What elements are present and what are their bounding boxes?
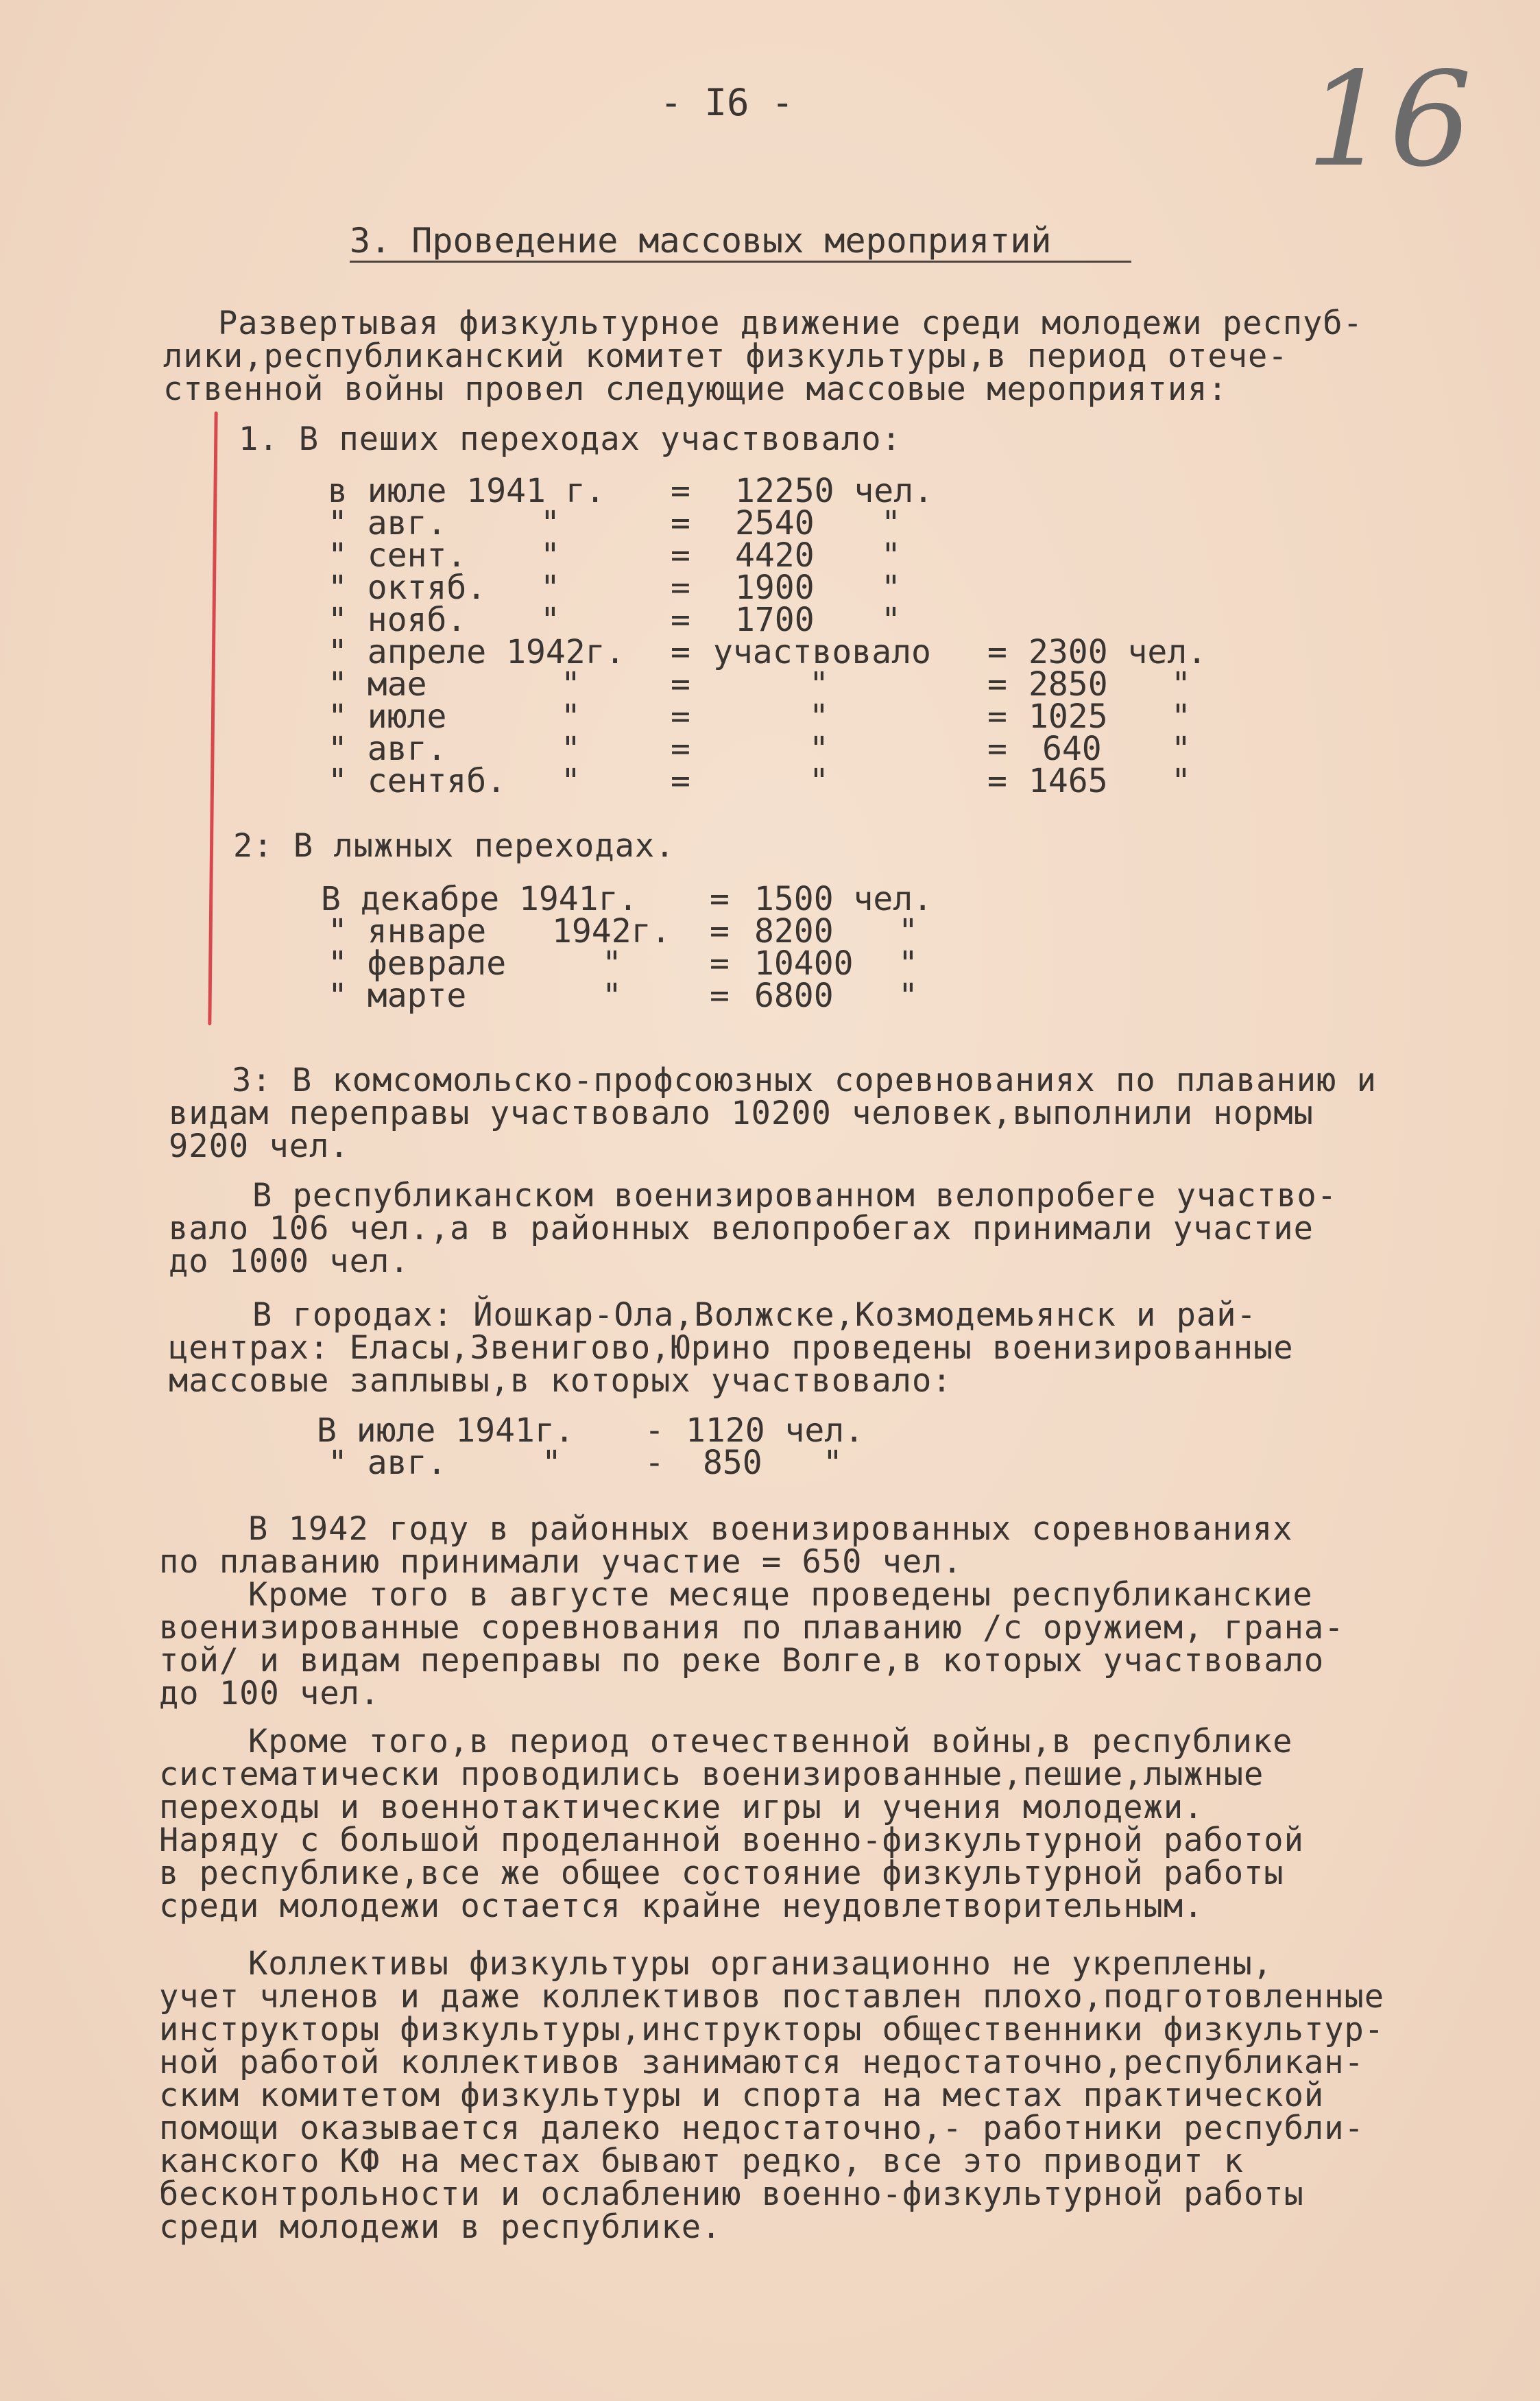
p1942-line-1: В 1942 году в районных военизированных соревнованиях: [248, 1510, 1293, 1548]
item1-1942-row-1-month: " мае: [328, 665, 427, 704]
item3-line-3: 9200 чел.: [169, 1127, 350, 1165]
item1-row-0-eq: =: [671, 472, 690, 510]
item2-row-2-ditto: ": [602, 944, 622, 983]
item2-row-1-value: 8200: [754, 912, 834, 951]
item1-1942-row-1-eq1: =: [671, 665, 690, 704]
collectives-line-7: канского КФ на местах бывают редко, все это приводит к: [159, 2142, 1244, 2180]
item1-1942-row-4-ditto1: ": [561, 762, 581, 800]
bike-line-3: до 1000 чел.: [169, 1243, 410, 1280]
intro-line-3: ственной войны провел следующие массовые мероприятия:: [163, 370, 1228, 408]
item2-row-2-value: 10400: [754, 944, 854, 983]
item1-1942-row-3-eq1: =: [671, 730, 690, 768]
collectives-line-5: ским комитетом физкультуры и спорта на местах практической: [159, 2077, 1325, 2114]
collectives-line-3: инструкторы физкультуры,инструкторы общественники физкультур-: [159, 2011, 1385, 2048]
item1-1942-row-2-ditto1: ": [561, 697, 581, 736]
item2-row-0-month: В декабре 1941г.: [321, 880, 638, 918]
item2-row-2-unit: ": [898, 944, 918, 983]
item1-1942-row-1-ditto1: ": [561, 665, 581, 704]
item1-row-1-ditto: ": [540, 504, 560, 542]
swim-row-0-value: 1120 чел.: [686, 1411, 865, 1450]
item2-row-1-month: " январе: [328, 912, 487, 951]
item1-row-3-ditto: ": [540, 569, 560, 607]
item1-1942-row-2-eq1: =: [671, 697, 690, 736]
item1-row-4-month: " нояб.: [328, 601, 467, 639]
swim-row-1-dash: -: [645, 1444, 664, 1482]
item2-row-0-value: 1500 чел.: [754, 880, 933, 918]
bike-line-1: В республиканском военизированном велопробеге участво-: [252, 1177, 1338, 1215]
collectives-line-8: бесконтрольности и ослаблению военно-физкультурной работы: [159, 2175, 1304, 2213]
item1-1942-row-0-value: 2300 чел.: [1028, 633, 1207, 671]
section-title: 3. Проведение массовых мероприятий: [350, 221, 1052, 261]
item2-row-2-month: " феврале: [328, 944, 507, 983]
item1-1942-row-1-eq2: =: [987, 665, 1007, 704]
item2-row-1-year: 1942г.: [552, 912, 671, 951]
item1-1942-row-1-ditto2: ": [809, 665, 829, 704]
swim-row-1-ditto: ": [542, 1444, 562, 1482]
item1-row-4-eq: =: [671, 601, 690, 639]
p1942-line-2: по плаванию принимали участие = 650 чел.: [159, 1543, 963, 1581]
systematic-line-1: Кроме того,в период отечественной войны,в республике: [248, 1723, 1293, 1760]
item1-row-2-value: 4420: [735, 536, 815, 575]
item1-row-4-ditto: ": [540, 601, 560, 639]
red-margin-mark: [208, 411, 217, 1025]
item1-row-3-value: 1900: [735, 569, 815, 607]
handwritten-page-number: 16: [1306, 44, 1472, 195]
item1-row-2-eq: =: [671, 536, 690, 575]
cities-line-2: центрах: Еласы,Звенигово,Юрино проведены военизированные: [169, 1329, 1294, 1367]
swim-row-1-month: " авг.: [328, 1444, 447, 1482]
systematic-line-4: Наряду с большой проделанной военно-физкультурной работой: [159, 1821, 1304, 1859]
collectives-line-4: ной работой коллективов занимаются недостаточно,республикан-: [159, 2044, 1364, 2081]
p1942-line-5: той/ и видам переправы по реке Волге,в которых участвовало: [159, 1642, 1325, 1680]
item1-row-0-value: 12250 чел.: [735, 472, 933, 510]
p1942-line-4: военизированные соревнования по плаванию /с оружием, грана-: [159, 1609, 1345, 1647]
item1-1942-row-4-month: " сентяб.: [328, 762, 507, 800]
item1-1942-row-4-unit: ": [1171, 762, 1191, 800]
item2-row-2-eq: =: [710, 944, 730, 983]
item1-row-3-unit: ": [881, 569, 901, 607]
intro-line-1: Развертывая физкультурное движение среди молодежи респуб-: [218, 304, 1363, 342]
item1-1942-row-3-ditto2: ": [809, 730, 829, 768]
swim-row-0-dash: -: [645, 1411, 664, 1450]
systematic-line-2: систематически проводились военизированные,пешие,лыжные: [159, 1756, 1264, 1793]
cities-line-1: В городах: Йошкар-Ола,Волжске,Козмодемьянск и рай-: [252, 1296, 1257, 1334]
item1-1942-row-2-value: 1025: [1028, 697, 1108, 736]
item1-1942-row-4-value: 1465: [1028, 762, 1108, 800]
item2-row-3-unit: ": [898, 977, 918, 1015]
item3-line-2: видам переправы участвовало 10200 человек,выполнили нормы: [169, 1095, 1314, 1132]
item1-row-1-value: 2540: [735, 504, 815, 542]
item1-row-1-month: " авг.: [328, 504, 447, 542]
item1-row-2-unit: ": [881, 536, 901, 575]
item1-row-3-eq: =: [671, 569, 690, 607]
item1-1942-row-2-unit: ": [1171, 697, 1191, 736]
item2-heading: 2: В лыжных переходах.: [233, 827, 675, 865]
p1942-line-6: до 100 чел.: [159, 1675, 381, 1712]
item1-1942-row-4-eq2: =: [987, 762, 1007, 800]
item2-row-3-month: " марте: [328, 977, 467, 1015]
item1-1942-row-3-month: " авг.: [328, 730, 447, 768]
systematic-line-6: среди молодежи остается крайне неудовлетворительным.: [159, 1887, 1204, 1925]
swim-row-1-value: 850: [703, 1444, 762, 1482]
item1-1942-row-0-eq1: =: [671, 633, 690, 671]
systematic-line-3: переходы и военнотактические игры и учения молодежи.: [159, 1789, 1204, 1826]
item1-1942-row-0-month: " апреле 1942г.: [328, 633, 625, 671]
swim-row-1-unit: ": [823, 1444, 843, 1482]
item1-1942-row-1-value: 2850: [1028, 665, 1108, 704]
item1-row-4-value: 1700: [735, 601, 815, 639]
item1-1942-row-2-eq2: =: [987, 697, 1007, 736]
item1-1942-row-0-eq2: =: [987, 633, 1007, 671]
item2-row-1-unit: ": [898, 912, 918, 951]
item1-1942-row-3-unit: ": [1171, 730, 1191, 768]
bike-line-2: вало 106 чел.,а в районных велопробегах принимали участие: [169, 1210, 1314, 1247]
item1-1942-row-2-month: " июле: [328, 697, 447, 736]
intro-line-2: лики,республиканский комитет физкультуры,в период отече-: [163, 337, 1288, 375]
item1-row-1-unit: ": [881, 504, 901, 542]
cities-line-3: массовые заплывы,в которых участвовало:: [169, 1362, 952, 1400]
item1-row-4-unit: ": [881, 601, 901, 639]
item3-line-1: 3: В комсомольско-профсоюзных соревнованиях по плаванию и: [232, 1062, 1377, 1099]
item1-heading: 1. В пеших переходах участвовало:: [239, 420, 902, 458]
item1-row-3-month: " октяб.: [328, 569, 487, 607]
p1942-line-3: Кроме того в августе месяце проведены республиканские: [248, 1576, 1313, 1614]
item1-1942-row-4-eq1: =: [671, 762, 690, 800]
collectives-line-1: Коллективы физкультуры организационно не укреплены,: [248, 1945, 1273, 1983]
item2-row-1-eq: =: [710, 912, 730, 951]
item1-1942-row-3-eq2: =: [987, 730, 1007, 768]
item2-row-3-eq: =: [710, 977, 730, 1015]
item1-row-0-month: в июле 1941 г.: [328, 472, 605, 510]
collectives-line-6: помощи оказывается далеко недостаточно,- работники республи-: [159, 2110, 1364, 2147]
item1-row-2-ditto: ": [540, 536, 560, 575]
item1-1942-row-1-unit: ": [1171, 665, 1191, 704]
item1-1942-row-2-ditto2: ": [809, 697, 829, 736]
swim-row-0-month: В июле 1941г.: [317, 1411, 575, 1450]
item1-1942-row-0-word: участвовало: [713, 633, 931, 671]
item1-1942-row-4-ditto2: ": [809, 762, 829, 800]
item2-row-3-value: 6800: [754, 977, 834, 1015]
item1-1942-row-3-value: 640: [1042, 730, 1102, 768]
item2-row-0-eq: =: [710, 880, 730, 918]
systematic-line-5: в республике,все же общее состояние физкультурной работы: [159, 1854, 1284, 1892]
item1-row-1-eq: =: [671, 504, 690, 542]
item1-1942-row-3-ditto1: ": [561, 730, 581, 768]
collectives-line-2: учет членов и даже коллективов поставлен плохо,подготовленные: [159, 1978, 1385, 2016]
title-underline: [350, 261, 1131, 263]
page-number: - I6 -: [660, 81, 794, 124]
item2-row-3-ditto: ": [602, 977, 622, 1015]
item1-row-2-month: " сент.: [328, 536, 467, 575]
collectives-line-9: среди молодежи в республике.: [159, 2208, 722, 2246]
